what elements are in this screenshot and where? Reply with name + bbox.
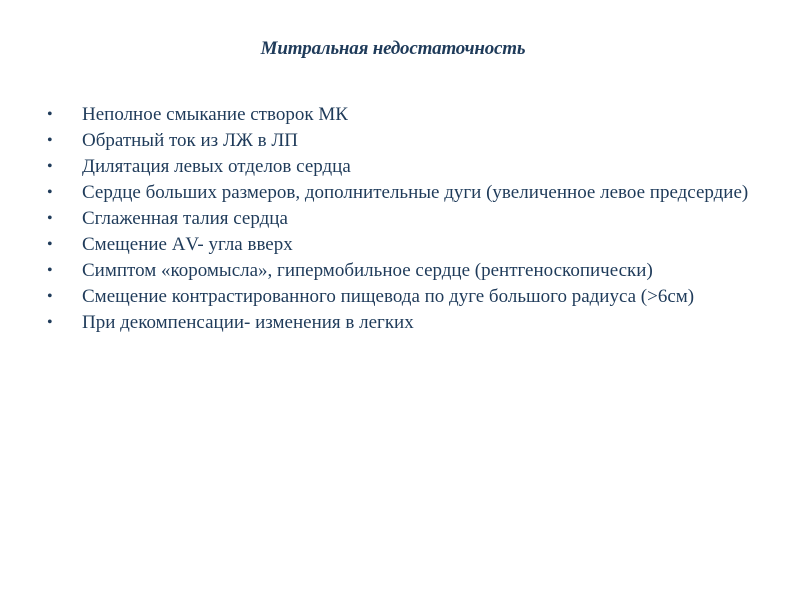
bullet-icon: •	[47, 106, 53, 123]
list-item	[0, 260, 790, 282]
bullet-icon: •	[47, 158, 53, 175]
bullet-icon: •	[47, 314, 53, 331]
list-item	[0, 104, 790, 126]
list-item	[0, 182, 790, 204]
bullet-icon: •	[47, 288, 53, 305]
slide-title: Митральная недостаточность	[260, 38, 526, 59]
list-item-text: Неполное смыкание створок МК	[82, 104, 348, 125]
list-item-text: Сердце больших размеров, дополнительные дуги (увеличенное левое предсердие)	[82, 182, 749, 203]
bullet-icon: •	[47, 184, 53, 201]
list-item	[0, 130, 790, 152]
bullet-icon: •	[47, 262, 53, 279]
bullet-list	[0, 104, 790, 338]
list-item	[0, 312, 790, 334]
bullet-icon: •	[47, 210, 53, 227]
list-item-text: При декомпенсации- изменения в легких	[82, 312, 414, 333]
list-item-text: Симптом «коромысла», гипермобильное сердце (рентгеноскопически)	[82, 260, 653, 281]
list-item-text: Смещение контрастированного пищевода по дуге большого радиуса (>6см)	[82, 286, 695, 307]
list-item	[0, 234, 790, 256]
list-item-text: Сглаженная талия сердца	[82, 208, 288, 229]
list-item-text: Обратный ток из ЛЖ в ЛП	[82, 130, 298, 151]
bullet-icon: •	[47, 236, 53, 253]
list-item-text: Дилятация левых отделов сердца	[82, 156, 351, 177]
list-item-text: Смещение АV- угла вверх	[82, 234, 293, 255]
list-item	[0, 156, 790, 178]
list-item	[0, 286, 790, 308]
list-item	[0, 208, 790, 230]
bullet-icon: •	[47, 132, 53, 149]
